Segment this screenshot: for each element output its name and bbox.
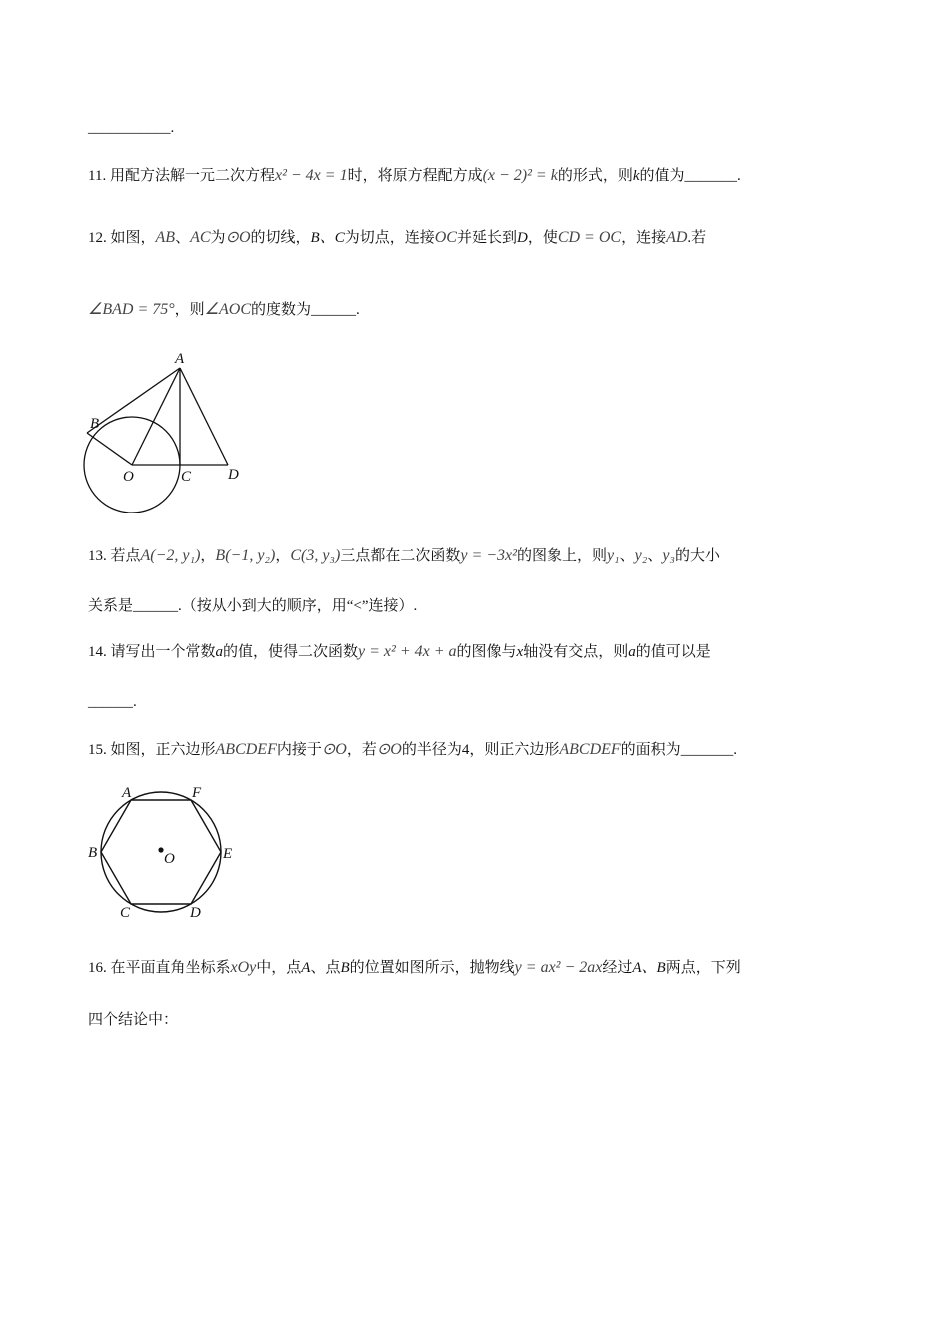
- point-label-d: D: [228, 467, 239, 483]
- point-label-a: A: [175, 351, 185, 367]
- vertex-label-d: D: [190, 905, 201, 921]
- answer-blank: _______: [684, 168, 738, 184]
- equation: (x − 2)² = k: [482, 167, 558, 184]
- previous-question-fragment: ___________.: [88, 120, 175, 136]
- question-16-line-2: 四个结论中：: [88, 1012, 179, 1028]
- answer-blank: _______: [680, 742, 734, 758]
- question-number: 11.: [88, 168, 107, 184]
- question-14-line-1: 14. 请写出一个常数a的值，使得二次函数y = x² + 4x + a的图像与x轴没有交点，则a的值可以是: [88, 643, 711, 660]
- vertex-label-b: B: [88, 845, 98, 861]
- point-label-c: C: [181, 469, 192, 485]
- question-number: 16.: [88, 960, 107, 976]
- question-13-line-2: 关系是______.（按从小到大的顺序，用“<”连接）.: [88, 598, 418, 614]
- question-number: 13.: [88, 548, 107, 564]
- answer-blank: ___________: [88, 120, 171, 136]
- answer-blank: ______: [88, 694, 133, 710]
- center-label-o: O: [164, 851, 175, 867]
- vertex-label-c: C: [120, 905, 131, 921]
- vertex-label-f: F: [192, 785, 202, 801]
- point-label-b: B: [90, 416, 100, 432]
- vertex-label-e: E: [223, 846, 233, 862]
- question-number: 12.: [88, 230, 107, 246]
- question-15: 15. 如图，正六边形ABCDEF内接于⊙O，若⊙O的半径为4，则正六边形ABCDEF的面积为_______.: [88, 741, 737, 758]
- question-number: 15.: [88, 742, 107, 758]
- tangent-circle-figure: [80, 348, 260, 513]
- question-13-line-1: 13. 若点A(−2, y₁)，B(−1, y₂)，C(3, y₃)三点都在二次函数y = −3x²的图象上，则y₁、y₂、y₃的大小: [88, 547, 721, 564]
- question-number: 14.: [88, 644, 107, 660]
- question-12-line-2: ∠BAD = 75°，则∠AOC的度数为______.: [88, 301, 360, 318]
- answer-blank: ______: [133, 598, 179, 614]
- answer-blank: ______: [311, 302, 357, 318]
- question-12-line-1: 12. 如图，AB、AC为⊙O的切线，B、C为切点，连接OC并延长到D，使CD = OC，连接AD.若: [88, 229, 707, 246]
- inscribed-hexagon-figure: [84, 780, 244, 925]
- point-label-o: O: [123, 469, 134, 485]
- question-14-line-2: ______.: [88, 694, 137, 710]
- question-11: 11. 用配方法解一元二次方程x² − 4x = 1时，将原方程配方成(x − 2)² = k的形式，则k的值为_______.: [88, 167, 741, 184]
- vertex-label-a: A: [122, 785, 132, 801]
- equation: x² − 4x = 1: [274, 167, 348, 184]
- question-16-line-1: 16. 在平面直角坐标系xOy中，点A、点B的位置如图所示，抛物线y = ax² − 2ax经过A、B两点，下列: [88, 959, 741, 976]
